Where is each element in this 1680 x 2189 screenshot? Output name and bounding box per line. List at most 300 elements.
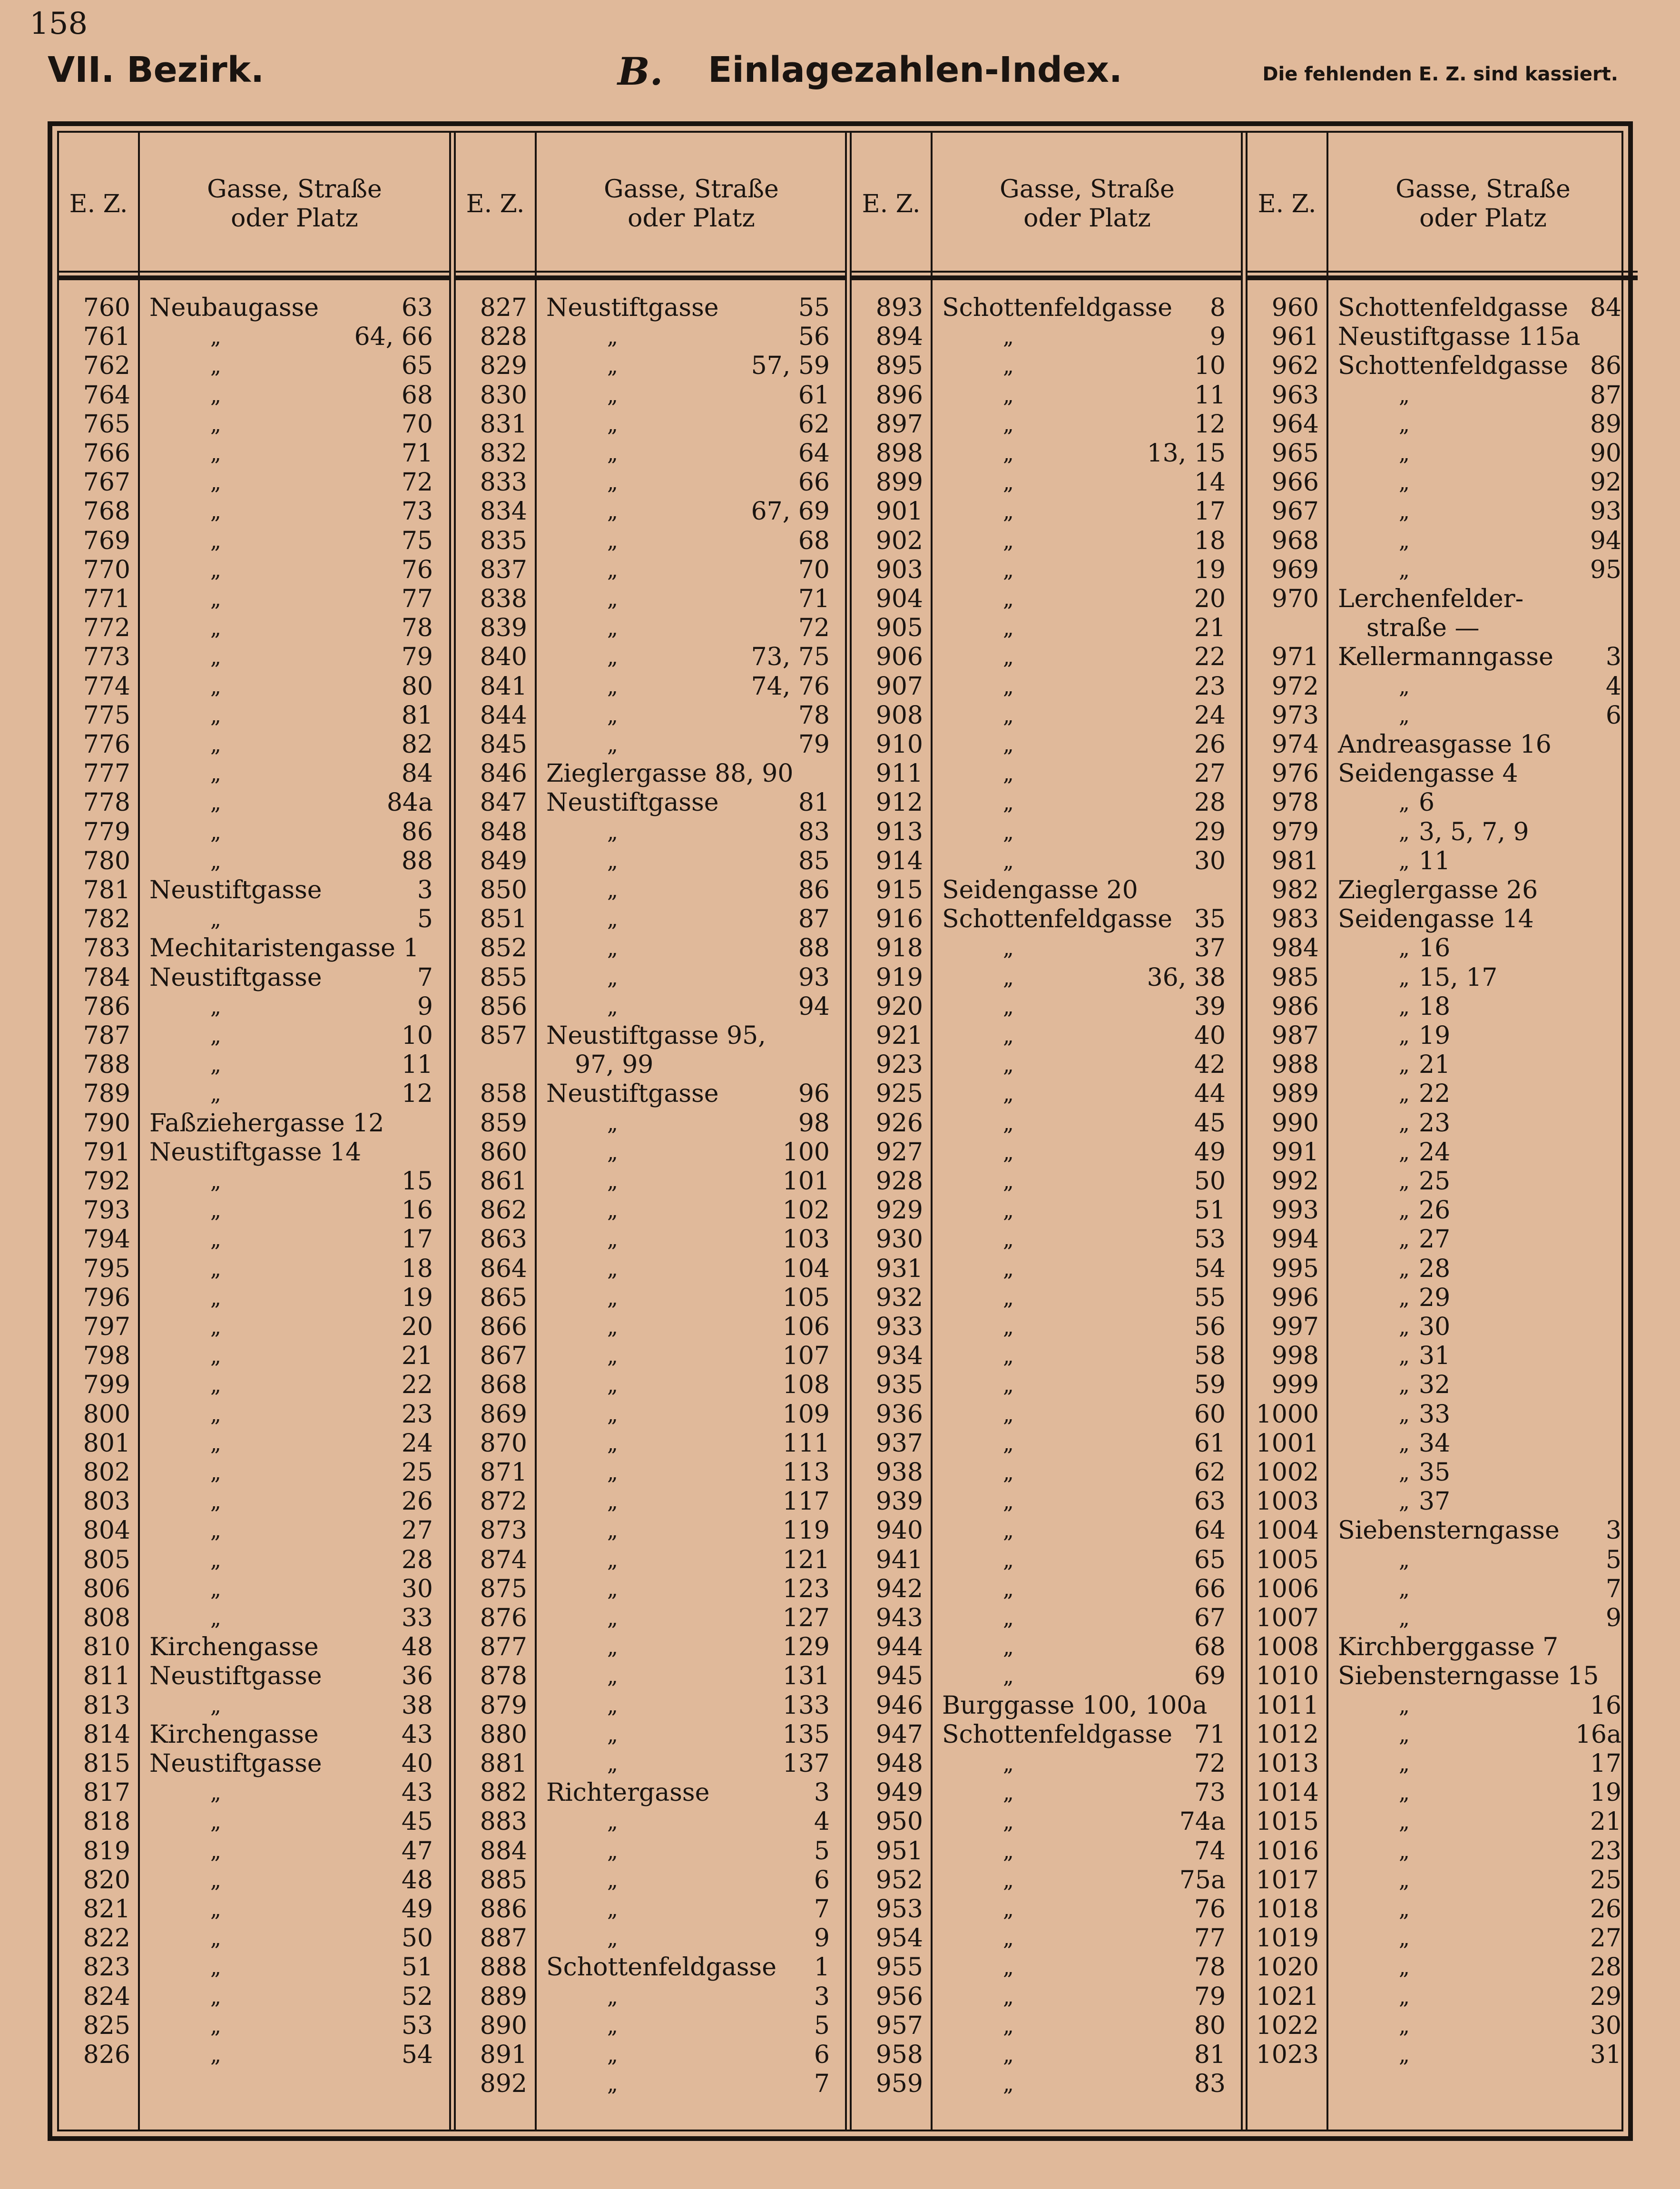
ditto-mark: „ xyxy=(210,1693,221,1718)
ditto-mark: „ xyxy=(607,820,618,844)
table-row xyxy=(59,1575,449,1604)
table-row xyxy=(852,1138,1242,1167)
ditto-mark: „ xyxy=(1399,1752,1410,1776)
house-number: 17 xyxy=(1194,497,1226,526)
table-row xyxy=(852,876,1242,905)
ez-number: 895 xyxy=(875,352,923,381)
house-number: 30 xyxy=(1194,846,1226,875)
ez-number: 1003 xyxy=(1256,1487,1319,1516)
ez-number: 1012 xyxy=(1256,1720,1319,1749)
table-row xyxy=(1248,876,1638,905)
house-number: 3 xyxy=(417,876,433,904)
table-row xyxy=(852,1546,1242,1575)
table-row xyxy=(1248,1516,1638,1545)
house-number: 17 xyxy=(1590,1749,1621,1778)
ditto-mark: „ xyxy=(1003,1461,1014,1485)
ditto-mark: „ xyxy=(1399,1198,1410,1223)
table-row xyxy=(59,585,449,614)
ditto-mark: „ xyxy=(1003,616,1014,641)
table-row xyxy=(852,1604,1242,1633)
house-number: 106 xyxy=(782,1313,830,1341)
ez-number: 790 xyxy=(83,1109,130,1138)
ditto-mark: „ xyxy=(210,733,221,757)
table-row xyxy=(456,788,846,817)
house-number: 6 xyxy=(1605,701,1621,730)
column-separator xyxy=(449,133,456,2130)
house-number: 87 xyxy=(798,905,830,934)
ditto-mark: „ xyxy=(1003,1752,1014,1776)
ditto-mark: „ xyxy=(210,1402,221,1427)
house-number: 11 xyxy=(401,1050,433,1080)
street-name: 29 xyxy=(1419,1283,1451,1312)
ez-number: 951 xyxy=(875,1836,923,1865)
table-row xyxy=(852,381,1242,410)
ez-number: 957 xyxy=(875,2011,923,2040)
index-table-frame xyxy=(48,121,1633,2141)
table-row xyxy=(59,1983,449,2012)
house-number: 59 xyxy=(1194,1371,1226,1400)
ditto-mark: „ xyxy=(210,558,221,582)
table-row xyxy=(1248,527,1638,556)
ez-number: 810 xyxy=(83,1633,130,1662)
table-row xyxy=(59,1284,449,1313)
house-number: 22 xyxy=(1194,643,1226,672)
ez-number: 1008 xyxy=(1256,1633,1319,1662)
ez-number: 869 xyxy=(480,1400,527,1429)
column-header xyxy=(456,133,846,280)
ez-number: 896 xyxy=(875,381,923,410)
table-row xyxy=(456,1225,846,1254)
table-row xyxy=(852,1487,1242,1516)
table-row xyxy=(852,294,1242,323)
ditto-mark: „ xyxy=(607,1897,618,1922)
table-row xyxy=(1248,847,1638,876)
table-row xyxy=(1248,294,1638,323)
ez-number: 806 xyxy=(83,1574,130,1603)
ditto-mark: „ xyxy=(210,616,221,641)
ditto-mark: „ xyxy=(1003,965,1014,990)
table-row xyxy=(456,1284,846,1313)
table-row xyxy=(456,2012,846,2041)
ez-number: 991 xyxy=(1271,1138,1319,1167)
ez-number: 886 xyxy=(480,1895,527,1924)
table-row xyxy=(852,1837,1242,1866)
ditto-mark: „ xyxy=(1399,1984,1410,2009)
index-title: Einlagezahlen-Index. xyxy=(708,49,1122,90)
table-row xyxy=(852,1662,1242,1691)
ez-number: 795 xyxy=(83,1254,130,1283)
ez-number: 845 xyxy=(480,730,527,759)
ez-number: 992 xyxy=(1271,1167,1319,1196)
table-row xyxy=(1248,788,1638,817)
house-number: 71 xyxy=(401,439,433,468)
table-row xyxy=(1248,323,1638,352)
ez-number: 777 xyxy=(83,759,130,788)
ez-number: 883 xyxy=(480,1807,527,1836)
house-number: 68 xyxy=(798,526,830,555)
house-number: 72 xyxy=(798,614,830,643)
ditto-mark: „ xyxy=(1399,936,1410,961)
table-row xyxy=(59,294,449,323)
ditto-mark: „ xyxy=(210,1315,221,1339)
ditto-mark: „ xyxy=(1003,1227,1014,1252)
ez-number: 825 xyxy=(83,2011,130,2040)
ez-header: E. Z. xyxy=(59,133,140,275)
house-number: 82 xyxy=(401,730,433,759)
table-row xyxy=(59,759,449,788)
ez-number: 884 xyxy=(480,1836,527,1865)
ez-number: 934 xyxy=(875,1342,923,1371)
ditto-mark: „ xyxy=(1003,1577,1014,1601)
ditto-mark: „ xyxy=(607,1577,618,1601)
street-name: Seidengasse 14 xyxy=(1338,905,1534,934)
table-row xyxy=(1248,1400,1638,1429)
ez-number: 961 xyxy=(1271,323,1319,352)
street-name: 22 xyxy=(1419,1080,1451,1109)
ditto-mark: „ xyxy=(607,674,618,699)
street-header: Gasse, Straße oder Platz xyxy=(1000,175,1175,233)
street-name: Kirchberggasse 7 xyxy=(1338,1633,1559,1662)
ez-number: 781 xyxy=(83,876,130,904)
table-row xyxy=(456,701,846,730)
house-number: 83 xyxy=(798,817,830,846)
table-row xyxy=(456,1837,846,1866)
ditto-mark: „ xyxy=(210,849,221,874)
ditto-mark: „ xyxy=(1003,1169,1014,1194)
ez-number: 846 xyxy=(480,759,527,788)
house-number: 84 xyxy=(401,759,433,788)
street-name: 26 xyxy=(1419,1196,1451,1225)
house-number: 8 xyxy=(1209,294,1226,322)
ditto-mark: „ xyxy=(1003,1664,1014,1689)
house-number: 75a xyxy=(1179,1865,1226,1895)
house-number: 21 xyxy=(1590,1807,1621,1836)
ditto-mark: „ xyxy=(607,1286,618,1310)
table-row xyxy=(456,352,846,381)
street-name: 3, 5, 7, 9 xyxy=(1419,817,1529,846)
house-number: 13, 15 xyxy=(1147,439,1226,468)
table-row xyxy=(456,1807,846,1836)
ditto-mark: „ xyxy=(210,1519,221,1543)
ditto-mark: „ xyxy=(1399,529,1410,553)
ez-number: 892 xyxy=(480,2070,527,2099)
table-row xyxy=(456,1895,846,1924)
table-row xyxy=(456,1778,846,1807)
ez-number: 949 xyxy=(875,1778,923,1807)
ez-number: 1010 xyxy=(1256,1662,1319,1691)
ditto-mark: „ xyxy=(607,1315,618,1339)
ditto-mark: „ xyxy=(1003,1286,1014,1310)
table-row xyxy=(1248,1196,1638,1225)
ditto-mark: „ xyxy=(1399,1490,1410,1514)
ez-number: 770 xyxy=(83,555,130,584)
table-row xyxy=(456,585,846,614)
ditto-mark: „ xyxy=(1399,1402,1410,1427)
house-number: 68 xyxy=(401,381,433,410)
house-number: 6 xyxy=(814,1865,830,1895)
house-number: 108 xyxy=(782,1371,830,1400)
ez-number: 848 xyxy=(480,817,527,846)
table-row xyxy=(1248,1487,1638,1516)
ditto-mark: „ xyxy=(1399,1955,1410,1980)
ditto-mark: „ xyxy=(607,558,618,582)
table-row xyxy=(456,1429,846,1458)
ditto-mark: „ xyxy=(1399,1169,1410,1194)
ditto-mark: „ xyxy=(1003,1490,1014,1514)
ez-number: 834 xyxy=(480,497,527,526)
table-row xyxy=(852,643,1242,672)
ez-number: 967 xyxy=(1271,497,1319,526)
house-number: 16 xyxy=(401,1196,433,1225)
table-row xyxy=(59,468,449,497)
ez-number: 780 xyxy=(83,846,130,875)
ditto-mark: „ xyxy=(607,1431,618,1456)
table-row xyxy=(59,818,449,847)
street-name: Neustiftgasse xyxy=(149,1662,322,1691)
table-row xyxy=(59,1138,449,1167)
ditto-mark: „ xyxy=(607,1810,618,1835)
ditto-mark: „ xyxy=(210,1082,221,1107)
ditto-mark: „ xyxy=(1399,1548,1410,1572)
house-number: 24 xyxy=(1194,701,1226,730)
ditto-mark: „ xyxy=(1399,791,1410,815)
ditto-mark: „ xyxy=(607,936,618,961)
house-number: 77 xyxy=(1194,1924,1226,1953)
ditto-mark: „ xyxy=(210,2013,221,2038)
house-number: 18 xyxy=(1194,526,1226,555)
table-row xyxy=(852,1983,1242,2012)
table-row xyxy=(852,934,1242,963)
ditto-mark: „ xyxy=(1399,1140,1410,1165)
column-separator xyxy=(1241,133,1248,2130)
house-number: 137 xyxy=(782,1749,830,1778)
table-row xyxy=(1248,439,1638,468)
house-number: 26 xyxy=(1194,730,1226,759)
house-number: 54 xyxy=(1194,1254,1226,1283)
ez-number: 859 xyxy=(480,1109,527,1138)
street-header: Gasse, Straße oder Platz xyxy=(604,175,779,233)
ez-number: 849 xyxy=(480,846,527,875)
house-number: 65 xyxy=(401,352,433,381)
table-row xyxy=(456,1342,846,1371)
index-column xyxy=(1248,133,1638,2130)
house-number: 52 xyxy=(401,1982,433,2011)
ez-number: 760 xyxy=(83,294,130,322)
house-number: 51 xyxy=(1194,1196,1226,1225)
house-number: 80 xyxy=(401,672,433,701)
house-number: 20 xyxy=(401,1313,433,1341)
ez-number: 872 xyxy=(480,1487,527,1516)
house-number: 25 xyxy=(1590,1865,1621,1895)
ez-number: 932 xyxy=(875,1283,923,1312)
house-number: 117 xyxy=(782,1487,830,1516)
table-row xyxy=(1248,992,1638,1021)
house-number: 48 xyxy=(401,1633,433,1662)
ditto-mark: „ xyxy=(1003,442,1014,466)
house-number: 30 xyxy=(1590,2011,1621,2040)
ditto-mark: „ xyxy=(1003,1897,1014,1922)
house-number: 28 xyxy=(1194,788,1226,817)
table-row xyxy=(59,1924,449,1953)
ditto-mark: „ xyxy=(210,1955,221,1980)
ditto-mark: „ xyxy=(1003,1256,1014,1281)
table-row xyxy=(852,1807,1242,1836)
ez-number: 1014 xyxy=(1256,1778,1319,1807)
house-number: 62 xyxy=(1194,1458,1226,1487)
ditto-mark: „ xyxy=(1003,645,1014,670)
house-number: 43 xyxy=(401,1720,433,1749)
table-row xyxy=(1248,1284,1638,1313)
ditto-mark: „ xyxy=(1399,965,1410,990)
house-number: 37 xyxy=(1194,934,1226,963)
house-number: 86 xyxy=(401,817,433,846)
ditto-mark: „ xyxy=(1003,412,1014,437)
ditto-mark: „ xyxy=(607,354,618,379)
ditto-mark: „ xyxy=(1399,1810,1410,1835)
ez-number: 802 xyxy=(83,1458,130,1487)
ez-number: 1005 xyxy=(1256,1545,1319,1574)
house-number: 60 xyxy=(1194,1400,1226,1429)
house-number: 10 xyxy=(1194,352,1226,381)
house-number: 15 xyxy=(401,1167,433,1196)
ez-number: 861 xyxy=(480,1167,527,1196)
table-row xyxy=(456,876,846,905)
ditto-mark: „ xyxy=(210,1984,221,2009)
ez-number: 926 xyxy=(875,1109,923,1138)
ez-number: 1007 xyxy=(1256,1604,1319,1632)
ez-number: 912 xyxy=(875,788,923,817)
ez-number: 828 xyxy=(480,323,527,352)
ez-number: 857 xyxy=(480,1021,527,1050)
ditto-mark: „ xyxy=(607,412,618,437)
ditto-mark: „ xyxy=(607,587,618,611)
ez-number: 988 xyxy=(1271,1050,1319,1080)
ez-number: 905 xyxy=(875,614,923,643)
ditto-mark: „ xyxy=(607,994,618,1019)
ditto-mark: „ xyxy=(1399,442,1410,466)
street-name: 32 xyxy=(1419,1371,1451,1400)
ez-number: 956 xyxy=(875,1982,923,2011)
table-row xyxy=(456,1749,846,1778)
ditto-mark: „ xyxy=(1399,674,1410,699)
ez-number: 1018 xyxy=(1256,1895,1319,1924)
ditto-mark: „ xyxy=(1003,936,1014,961)
table-row xyxy=(59,1895,449,1924)
house-number: 75 xyxy=(401,526,433,555)
ditto-mark: „ xyxy=(1003,2013,1014,2038)
ez-number: 929 xyxy=(875,1196,923,1225)
ez-number: 819 xyxy=(83,1836,130,1865)
ez-number: 827 xyxy=(480,294,527,322)
table-row xyxy=(852,497,1242,526)
ez-number: 831 xyxy=(480,410,527,439)
ditto-mark: „ xyxy=(607,1722,618,1747)
ditto-mark: „ xyxy=(210,1810,221,1835)
ez-number: 826 xyxy=(83,2041,130,2069)
house-number: 58 xyxy=(1194,1342,1226,1371)
ez-number: 811 xyxy=(83,1662,130,1691)
street-name: 25 xyxy=(1419,1167,1451,1196)
table-row xyxy=(1248,585,1638,614)
ez-number: 789 xyxy=(83,1080,130,1109)
street-name: Richtergasse xyxy=(546,1778,710,1807)
street-name: Kirchengasse xyxy=(149,1720,319,1749)
ez-number: 844 xyxy=(480,701,527,730)
table-row xyxy=(852,2012,1242,2041)
house-number: 50 xyxy=(1194,1167,1226,1196)
house-number: 53 xyxy=(1194,1225,1226,1254)
ez-number: 989 xyxy=(1271,1080,1319,1109)
table-row xyxy=(852,847,1242,876)
table-row xyxy=(852,410,1242,439)
table-row xyxy=(852,701,1242,730)
table-row xyxy=(852,1284,1242,1313)
ditto-mark: „ xyxy=(1399,500,1410,524)
table-row xyxy=(1248,352,1638,381)
ditto-mark: „ xyxy=(1003,1198,1014,1223)
table-row xyxy=(852,1167,1242,1196)
ditto-mark: „ xyxy=(1003,1955,1014,1980)
ditto-mark: „ xyxy=(607,1693,618,1718)
ez-number: 776 xyxy=(83,730,130,759)
table-row xyxy=(1248,1604,1638,1633)
street-name: Neustiftgasse 14 xyxy=(149,1138,362,1167)
house-number: 43 xyxy=(401,1778,433,1807)
table-row xyxy=(456,323,846,352)
table-row xyxy=(456,1487,846,1516)
table-row xyxy=(456,1953,846,1982)
ditto-mark: „ xyxy=(607,878,618,903)
ez-number: 837 xyxy=(480,555,527,584)
ez-number: 1000 xyxy=(1256,1400,1319,1429)
house-number: 14 xyxy=(1194,468,1226,497)
ez-number: 979 xyxy=(1271,817,1319,846)
column-header xyxy=(59,133,449,280)
house-number: 65 xyxy=(1194,1545,1226,1574)
ez-number: 805 xyxy=(83,1545,130,1574)
street-name: 16 xyxy=(1419,934,1451,963)
table-row xyxy=(852,1429,1242,1458)
ez-number: 838 xyxy=(480,585,527,613)
house-number: 88 xyxy=(401,846,433,875)
table-row xyxy=(852,1342,1242,1371)
ditto-mark: „ xyxy=(210,1227,221,1252)
table-row xyxy=(456,614,846,643)
house-number: 1 xyxy=(814,1953,830,1982)
table-row xyxy=(59,905,449,934)
house-number: 76 xyxy=(401,555,433,584)
street-name: Neustiftgasse 95, xyxy=(546,1021,766,1050)
street-name: 33 xyxy=(1419,1400,1451,1429)
table-row xyxy=(59,1807,449,1836)
ditto-mark: „ xyxy=(607,471,618,495)
ez-number: 944 xyxy=(875,1633,923,1662)
house-number: 28 xyxy=(1590,1953,1621,1982)
index-column xyxy=(59,133,449,2130)
house-number: 30 xyxy=(401,1574,433,1603)
ez-number: 815 xyxy=(83,1749,130,1778)
ditto-mark: „ xyxy=(1003,1140,1014,1165)
house-number: 38 xyxy=(401,1691,433,1720)
table-row xyxy=(1248,643,1638,672)
table-row xyxy=(852,1109,1242,1138)
house-number: 67 xyxy=(1194,1604,1226,1632)
house-number: 107 xyxy=(782,1342,830,1371)
street-name: Schottenfeldgasse xyxy=(942,294,1172,322)
ez-number: 897 xyxy=(875,410,923,439)
house-number: 40 xyxy=(401,1749,433,1778)
ditto-mark: „ xyxy=(1399,1926,1410,1951)
